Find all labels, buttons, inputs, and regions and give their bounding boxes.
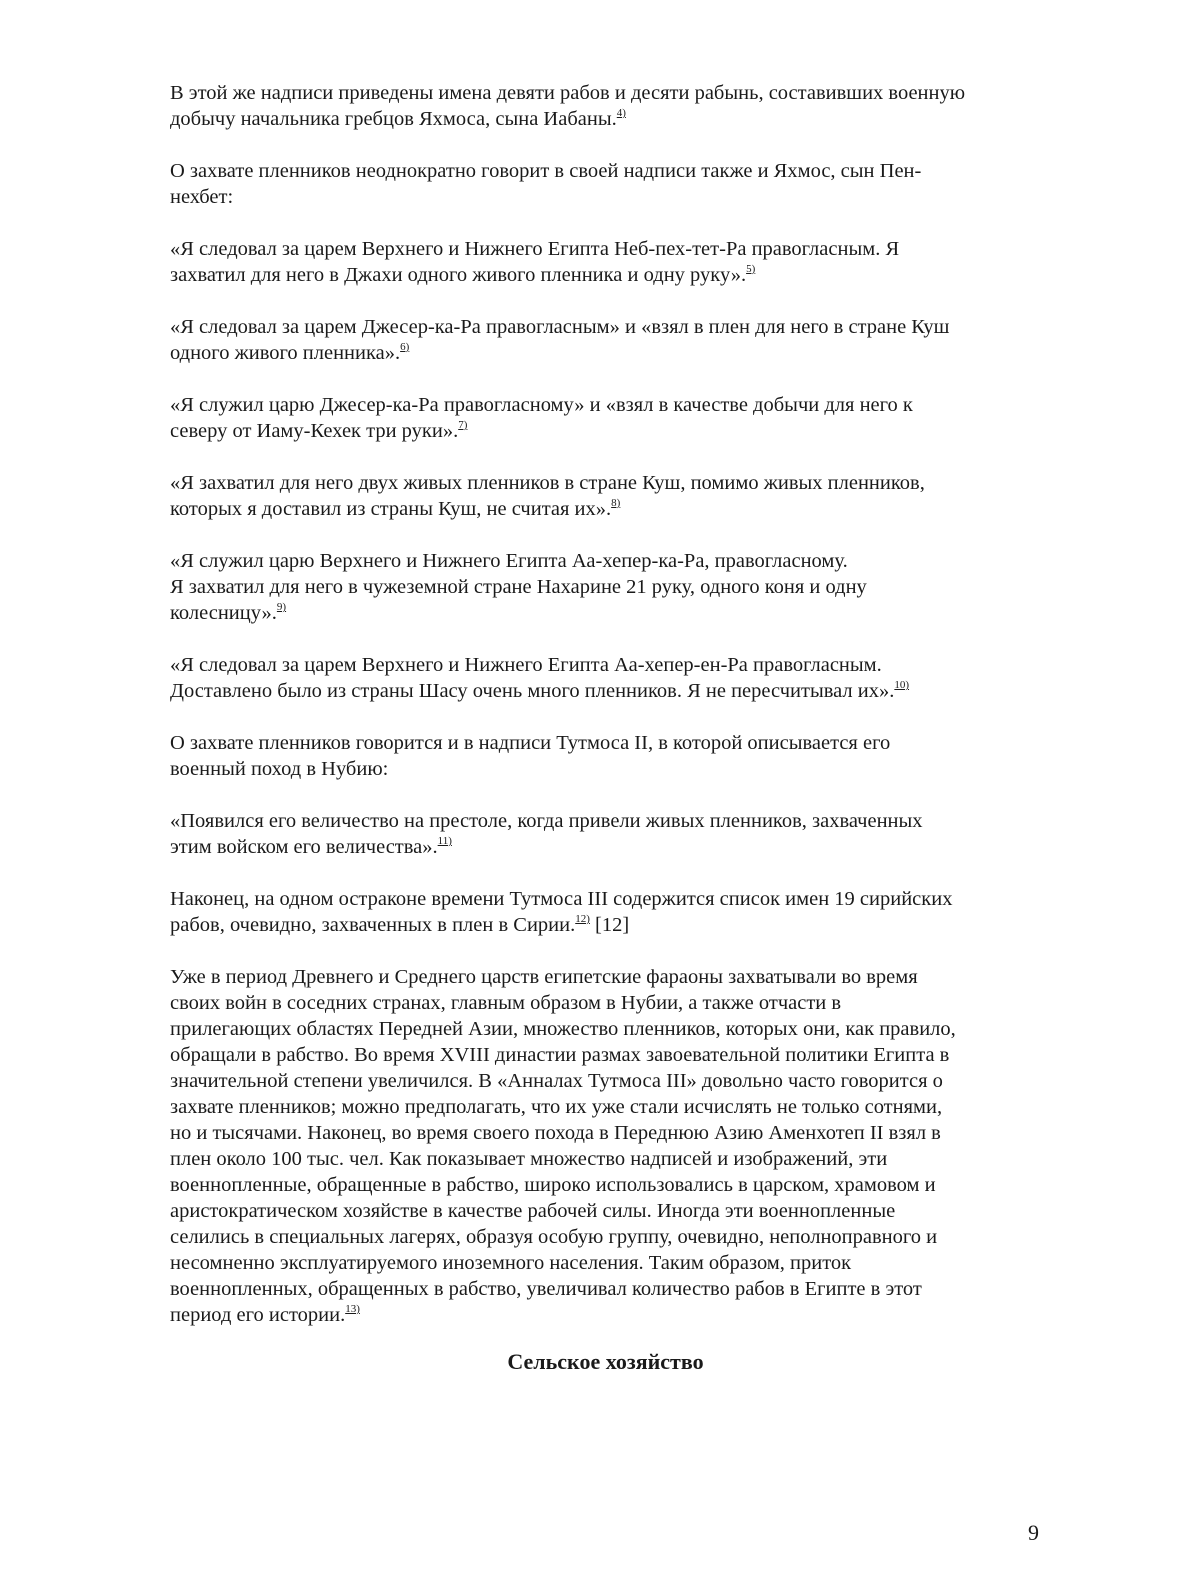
text-line: Наконец, на одном остраконе времени Тутмоса III содержится список имен 19 сирийских [170, 888, 953, 910]
text-line: захвате пленников; можно предполагать, что их уже стали исчислять не только сотнями, [170, 1096, 943, 1118]
quote-paragraph [170, 314, 1050, 366]
quote-paragraph [170, 808, 1050, 860]
text-line: несомненно эксплуатируемого иноземного населения. Таким образом, приток [170, 1252, 852, 1274]
footnote-link[interactable]: 8) [611, 497, 621, 509]
text-line: плен около 100 тыс. чел. Как показывает множество надписей и изображений, эти [170, 1148, 888, 1170]
text-line: «Я служил царю Джесер-ка-Ра правогласному» и «взял в качестве добычи для него к [170, 394, 913, 416]
text-line: но и тысячами. Наконец, во время своего похода в Переднюю Азию Аменхотеп II взял в [170, 1122, 941, 1144]
footnote-link[interactable]: 10) [894, 679, 910, 691]
text-line: этим войском его величества». [170, 836, 438, 858]
text-line: которых я доставил из страны Куш, не считая их». [170, 498, 612, 520]
text-line: военный поход в Нубию: [170, 758, 389, 780]
text-line: период его истории. [170, 1304, 346, 1326]
footnote-link[interactable]: 7) [458, 419, 468, 431]
quote-paragraph [170, 470, 1050, 522]
footnote-link[interactable]: 6) [400, 341, 410, 353]
text-line: Я захватил для него в чужеземной стране Нахарине 21 руку, одного коня и одну [170, 576, 867, 598]
text-line: прилегающих областях Передней Азии, множество пленников, которых они, как правило, [170, 1018, 956, 1040]
quote-paragraph [170, 392, 1050, 444]
paragraph [170, 80, 1050, 132]
paragraph [170, 730, 1050, 782]
text-line: О захвате пленников неоднократно говорит в своей надписи также и Яхмос, сын Пен- [170, 160, 922, 182]
text-line: нехбет: [170, 186, 234, 208]
section-heading: Сельское хозяйство [507, 1349, 704, 1374]
quote-paragraph [170, 652, 1050, 704]
page-number: 9 [1028, 1520, 1039, 1545]
quote-paragraph [170, 548, 1050, 626]
text-line: северу от Иаму-Кехек три руки». [170, 420, 459, 442]
paragraph [170, 158, 1050, 210]
text-line: Доставлено было из страны Шасу очень много пленников. Я не пересчитывал их». [170, 680, 895, 702]
text-line: Уже в период Древнего и Среднего царств египетские фараоны захватывали во время [170, 966, 918, 988]
text-line: значительной степени увеличился. В «Анналах Тутмоса III» довольно часто говорится о [170, 1070, 943, 1092]
text-line: обращали в рабство. Во время XVIII династии размах завоевательной политики Египта в [170, 1044, 950, 1066]
text-line: селились в специальных лагерях, образуя особую группу, очевидно, неполноправного и [170, 1226, 938, 1248]
paragraph [170, 886, 1050, 938]
text-line: военнопленных, обращенных в рабство, увеличивал количество рабов в Египте в этот [170, 1278, 922, 1300]
text-line: «Я захватил для него двух живых пленников в стране Куш, помимо живых пленников, [170, 472, 925, 494]
text-line: В этой же надписи приведены имена девяти рабов и десяти рабынь, составивших военную [170, 82, 966, 104]
text-line: военнопленные, обращенные в рабство, широко использовались в царском, храмовом и [170, 1174, 936, 1196]
paragraph [170, 964, 1050, 1328]
text-line: «Я следовал за царем Джесер-ка-Ра правогласным» и «взял в плен для него в стране Куш [170, 316, 950, 338]
body-text [170, 80, 1050, 1354]
text-line: своих войн в соседних странах, главным образом в Нубии, а также отчасти в [170, 992, 842, 1014]
text-line: аристократическом хозяйстве в качестве рабочей силы. Иногда эти военнопленные [170, 1200, 896, 1222]
text-line: захватил для него в Джахи одного живого пленника и одну руку». [170, 264, 747, 286]
text-line: колесницу». [170, 602, 277, 624]
text-line: одного живого пленника». [170, 342, 401, 364]
quote-paragraph [170, 236, 1050, 288]
footnote-link[interactable]: 12) [575, 913, 590, 925]
footnote-link[interactable]: 9) [276, 601, 287, 613]
text-line: О захвате пленников говорится и в надписи Тутмоса II, в которой описывается его [170, 732, 891, 754]
footnote-link[interactable]: 4) [616, 107, 626, 119]
citation-ref: [12] [589, 914, 630, 936]
text-line: рабов, очевидно, захваченных в плен в Сирии. [170, 914, 576, 936]
footnote-link[interactable]: 13) [345, 1303, 360, 1315]
text-line: добычу начальника гребцов Яхмоса, сына Иабаны. [170, 108, 617, 130]
text-line: «Появился его величество на престоле, когда привели живых пленников, захваченных [170, 810, 923, 832]
footnote-link[interactable]: 11) [437, 835, 452, 847]
text-line: «Я служил царю Верхнего и Нижнего Египта Аа-хепер-ка-Ра, правогласному. [170, 550, 848, 572]
footnote-link[interactable]: 5) [746, 263, 756, 275]
text-line: «Я следовал за царем Верхнего и Нижнего Египта Аа-хепер-ен-Ра правогласным. [170, 654, 882, 676]
text-line: «Я следовал за царем Верхнего и Нижнего Египта Неб-пех-тет-Ра правогласным. Я [170, 238, 900, 260]
